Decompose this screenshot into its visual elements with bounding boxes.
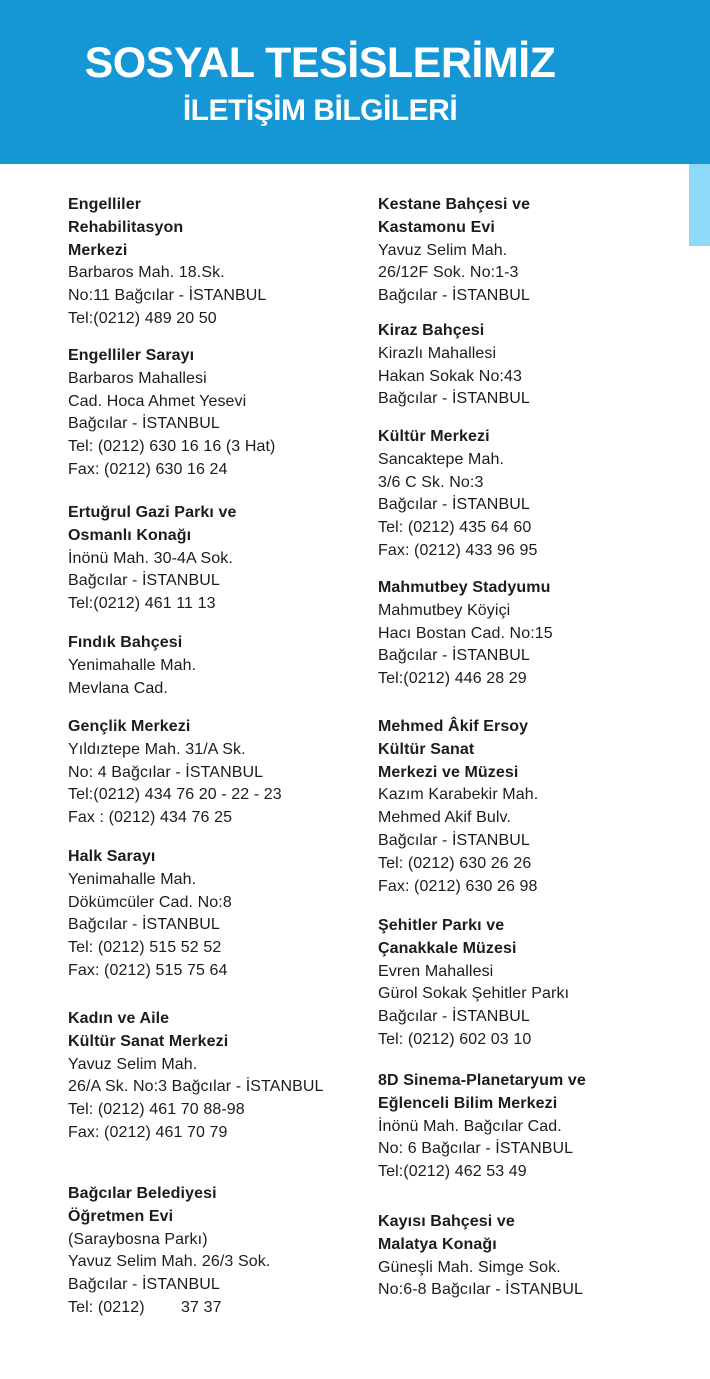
- side-tab-marker: [689, 164, 710, 246]
- facility-detail-line: Sancaktepe Mah.: [378, 450, 505, 468]
- facility-title: Kayısı Bahçesi ve: [378, 1213, 515, 1230]
- facility-title: Engelliler: [68, 196, 142, 213]
- facility-entry: [68, 345, 275, 482]
- page-title: SOSYAL TESİSLERİMİZ: [84, 39, 556, 87]
- facility-title: Öğretmen Evi: [68, 1207, 174, 1225]
- facility-detail-line: Fax: (0212) 515 75 64: [68, 961, 228, 979]
- facility-detail-line: Bağcılar - İSTANBUL: [378, 831, 530, 849]
- facility-title: Malatya Konağı: [378, 1235, 497, 1253]
- facility-title: Halk Sarayı: [68, 848, 156, 865]
- facility-title: Engelliler Sarayı: [68, 347, 195, 364]
- facility-entry: [378, 426, 538, 563]
- facility-detail-line: Mevlana Cad.: [68, 679, 168, 697]
- facility-detail-line: Bağcılar - İSTANBUL: [378, 496, 530, 514]
- facility-detail-line: Kazım Karabekir Mah.: [378, 786, 539, 804]
- facility-detail-line: No: 6 Bağcılar - İSTANBUL: [378, 1140, 574, 1158]
- facility-detail-line: Hacı Bostan Cad. No:15: [378, 624, 553, 642]
- facility-entry: [68, 716, 282, 830]
- facility-title: Kestane Bahçesi ve: [378, 196, 531, 213]
- facility-detail-line: Barbaros Mah. 18.Sk.: [68, 264, 225, 282]
- facility-detail-line: Tel:(0212) 434 76 20 - 22 - 23: [68, 786, 282, 804]
- facility-detail-line: Fax: (0212) 433 96 95: [378, 541, 538, 559]
- facility-detail-line: Yavuz Selim Mah.: [68, 1055, 198, 1073]
- facility-detail-line: Gürol Sokak Şehitler Parkı: [378, 985, 570, 1003]
- facility-title: Fındık Bahçesi: [68, 634, 183, 651]
- facility-detail-line: Yenimahalle Mah.: [68, 870, 197, 888]
- facility-detail-line: 26/12F Sok. No:1-3: [378, 264, 519, 282]
- facility-detail-line: No:11 Bağcılar - İSTANBUL: [68, 287, 267, 305]
- facility-title: Kültür Sanat Merkezi: [68, 1032, 229, 1050]
- facility-title: Ertuğrul Gazi Parkı ve: [68, 504, 237, 521]
- facility-entry: [68, 502, 236, 616]
- facility-title: Mehmed Âkif Ersoy: [378, 718, 529, 735]
- facility-detail-line: Fax: (0212) 461 70 79: [68, 1123, 228, 1141]
- facility-detail-line: Mehmed Akif Bulv.: [378, 809, 512, 827]
- facility-title: Bağcılar Belediyesi: [68, 1185, 217, 1202]
- facility-detail-line: Fax: (0212) 630 16 24: [68, 460, 228, 478]
- facility-entry: [378, 320, 530, 411]
- facility-detail-line: Hakan Sokak No:43: [378, 367, 523, 385]
- facility-detail-line: Bağcılar - İSTANBUL: [68, 415, 220, 433]
- facility-title: Kastamonu Evi: [378, 218, 495, 236]
- facility-detail-line: Yıldıztepe Mah. 31/A Sk.: [68, 740, 246, 758]
- facility-detail-line: Yenimahalle Mah.: [68, 656, 197, 674]
- facility-detail-line: Dökümcüler Cad. No:8: [68, 893, 232, 911]
- facility-detail-line: Güneşli Mah. Simge Sok.: [378, 1258, 561, 1276]
- facility-entry: [68, 846, 232, 983]
- facility-title: Rehabilitasyon: [68, 218, 184, 236]
- facility-entry: [378, 194, 530, 308]
- facility-detail-line: Kirazlı Mahallesi: [378, 344, 497, 362]
- facility-detail-line: Tel: (0212) 515 52 52: [68, 939, 222, 957]
- facility-detail-line: Tel:(0212) 489 20 50: [68, 309, 217, 327]
- facility-title: Mahmutbey Stadyumu: [378, 579, 551, 596]
- facility-title: Kültür Merkezi: [378, 428, 490, 445]
- facility-detail-line: İnönü Mah. Bağcılar Cad.: [378, 1117, 562, 1135]
- facility-detail-line: Tel:(0212) 461 11 13: [68, 595, 216, 613]
- facility-title: Çanakkale Müzesi: [378, 939, 517, 957]
- facility-detail-line: Barbaros Mahallesi: [68, 369, 207, 387]
- facility-entry: [378, 915, 569, 1052]
- facility-detail-line: Tel: (0212) 630 26 26: [378, 854, 532, 872]
- facility-detail-line: Bağcılar - İSTANBUL: [68, 572, 220, 590]
- facility-entry: [68, 1008, 324, 1145]
- facility-entry: [68, 194, 266, 331]
- facility-entry: [378, 716, 538, 898]
- facility-detail-line: Bağcılar - İSTANBUL: [378, 647, 530, 665]
- facility-detail-line: Tel: (0212) 435 64 60: [378, 519, 532, 537]
- facility-title: 8D Sinema-Planetaryum ve: [378, 1072, 586, 1089]
- facility-title: Gençlik Merkezi: [68, 718, 191, 735]
- facility-detail-line: Yavuz Selim Mah. 26/3 Sok.: [68, 1253, 271, 1271]
- facility-detail-line: Bağcılar - İSTANBUL: [378, 1008, 530, 1026]
- header-banner: [0, 0, 710, 164]
- facility-detail-line: 3/6 C Sk. No:3: [378, 473, 484, 491]
- facility-detail-line: No: 4 Bağcılar - İSTANBUL: [68, 763, 264, 781]
- facility-title: Kiraz Bahçesi: [378, 322, 485, 339]
- facility-detail-line: Tel: (0212) 37 37: [68, 1298, 222, 1316]
- facility-title: Merkezi ve Müzesi: [378, 763, 519, 781]
- facility-detail-line: Evren Mahallesi: [378, 962, 494, 980]
- facility-detail-line: Bağcılar - İSTANBUL: [378, 287, 530, 305]
- facility-detail-line: Tel:(0212) 446 28 29: [378, 670, 527, 688]
- facility-title: Şehitler Parkı ve: [378, 917, 505, 934]
- facility-detail-line: (Saraybosna Parkı): [68, 1230, 208, 1248]
- page-subtitle: İLETİŞİM BİLGİLERİ: [182, 94, 458, 127]
- facility-entry: [378, 1070, 586, 1184]
- facility-detail-line: Fax: (0212) 630 26 98: [378, 877, 538, 895]
- facility-detail-line: İnönü Mah. 30-4A Sok.: [68, 549, 233, 567]
- facility-detail-line: Bağcılar - İSTANBUL: [68, 1276, 220, 1294]
- facility-detail-line: 26/A Sk. No:3 Bağcılar - İSTANBUL: [68, 1078, 324, 1096]
- facility-detail-line: Tel: (0212) 602 03 10: [378, 1030, 532, 1048]
- facility-entry: [68, 632, 196, 700]
- facility-detail-line: Tel: (0212) 461 70 88-98: [68, 1101, 245, 1119]
- facility-title: Kültür Sanat: [378, 740, 475, 758]
- facility-title: Kadın ve Aile: [68, 1010, 170, 1027]
- facility-entry: [378, 1211, 583, 1302]
- facility-detail-line: Fax : (0212) 434 76 25: [68, 809, 233, 827]
- facility-entry: [378, 577, 553, 691]
- facility-title: Osmanlı Konağı: [68, 526, 192, 544]
- facility-entry: [68, 1183, 270, 1320]
- facility-title: Eğlenceli Bilim Merkezi: [378, 1094, 558, 1112]
- facility-detail-line: Bağcılar - İSTANBUL: [68, 916, 220, 934]
- facility-detail-line: Tel: (0212) 630 16 16 (3 Hat): [68, 438, 276, 456]
- facility-detail-line: Yavuz Selim Mah.: [378, 241, 508, 259]
- facility-title: Merkezi: [68, 241, 128, 259]
- facility-detail-line: Mahmutbey Köyiçi: [378, 601, 511, 619]
- facility-detail-line: Cad. Hoca Ahmet Yesevi: [68, 392, 247, 410]
- facility-detail-line: Bağcılar - İSTANBUL: [378, 390, 530, 408]
- facility-detail-line: No:6-8 Bağcılar - İSTANBUL: [378, 1281, 584, 1299]
- facility-detail-line: Tel:(0212) 462 53 49: [378, 1163, 527, 1181]
